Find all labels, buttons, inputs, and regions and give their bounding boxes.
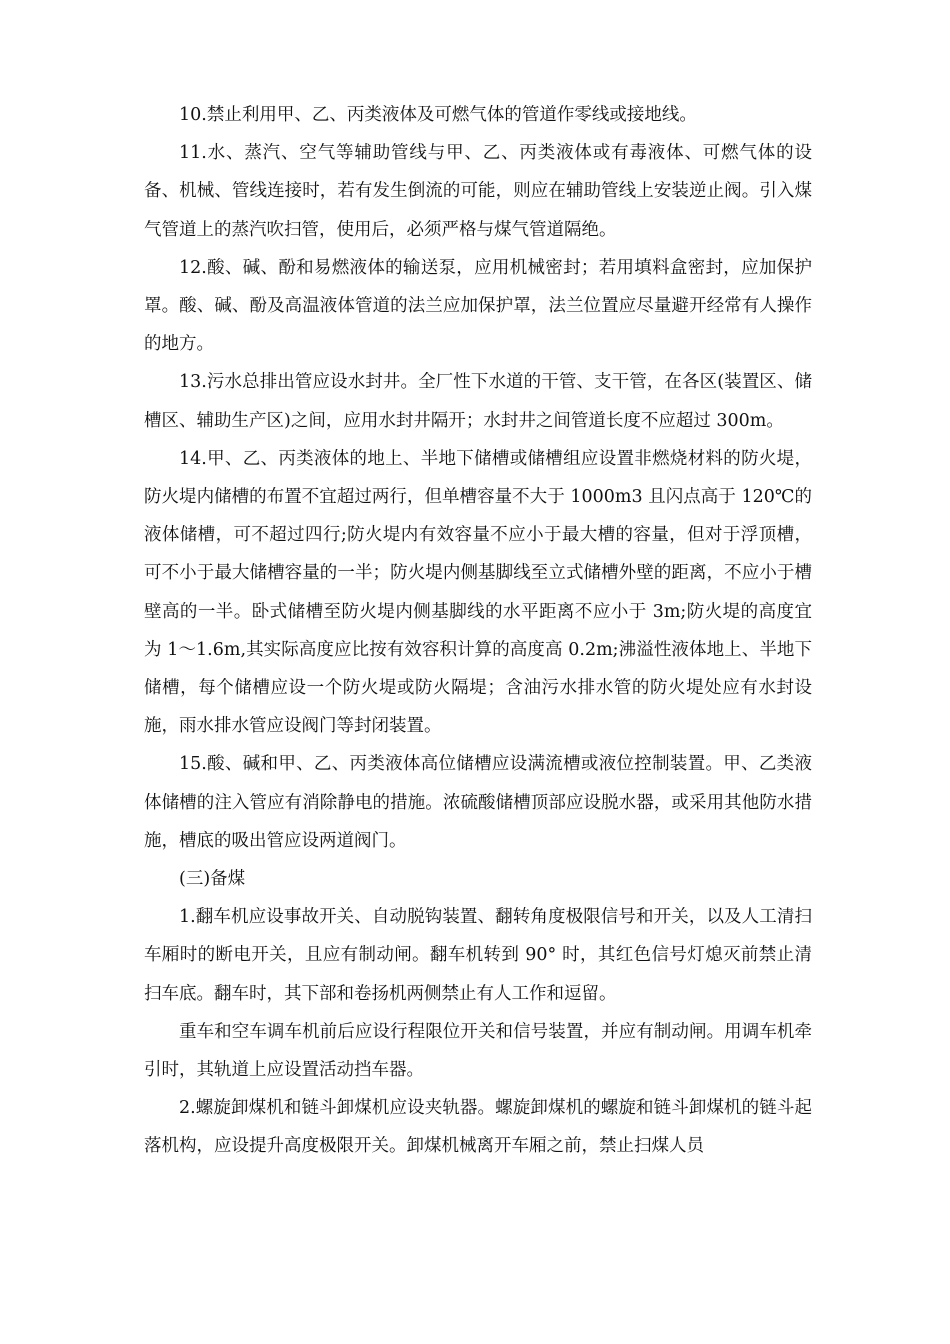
paragraph-10: 10.禁止利用甲、乙、丙类液体及可燃气体的管道作零线或接地线。 (179, 105, 697, 125)
paragraph-coal-1: 1.翻车机应设事故开关、自动脱钩装置、翻转角度极限信号和开关，以及人工清扫车厢时的断电开关，且应有制动闸。翻车机转到 90° 时，其红色信号灯熄灭前禁止清扫车底。翻车时，其下部和卷扬机两侧禁止有人工作和逗留。 (144, 907, 812, 1004)
paragraph-15: 15.酸、碱和甲、乙、丙类液体高位储槽应设满流槽或液位控制装置。甲、乙类液体储槽的注入管应有消除静电的措施。浓硫酸储槽顶部应设脱水器，或采用其他防水措施，槽底的吸出管应设两道阀门。 (144, 754, 812, 851)
paragraph-11: 11.水、蒸汽、空气等辅助管线与甲、乙、丙类液体或有毒液体、可燃气体的设备、机械、管线连接时，若有发生倒流的可能，则应在辅助管线上安装逆止阀。引入煤气管道上的蒸汽吹扫管，使用后，必须严格与煤气管道隔绝。 (144, 143, 812, 240)
paragraph-14: 14.甲、乙、丙类液体的地上、半地下储槽或储槽组应设置非燃烧材料的防火堤，防火堤内储槽的布置不宜超过两行，但单槽容量不大于 1000m3 且闪点高于 120℃的液体储槽，可不超过四行;防火堤内有效容量不应小于最大槽的容量，但对于浮顶槽，可不小于最大储槽容量的一半；防火堤内侧基脚线至立式储槽外壁的距离，不应小于槽壁高的一半。卧式储槽至防火堤内侧基脚线的水平距离不应小于 3m;防火堤的高度宜为 1～1.6m,其实际高度应比按有效容积计算的高度高 0.2m;沸溢性液体地上、半地下储槽，每个储槽应设一个防火堤或防火隔堤；含油污水排水管的防火堤处应有水封设施，雨水排水管应设阀门等封闭装置。 (144, 448, 812, 737)
paragraph-13: 13.污水总排出管应设水封井。全厂性下水道的干管、支干管，在各区(装置区、储槽区、辅助生产区)之间，应用水封井隔开；水封井之间管道长度不应超过 300m。 (144, 372, 812, 431)
paragraph-coal-2: 2.螺旋卸煤机和链斗卸煤机应设夹轨器。螺旋卸煤机的螺旋和链斗卸煤机的链斗起落机构，应设提升高度极限开关。卸煤机械离开车厢之前，禁止扫煤人员 (144, 1098, 812, 1157)
paragraph-12: 12.酸、碱、酚和易燃液体的输送泵，应用机械密封；若用填料盒密封，应加保护罩。酸、碱、酚及高温液体管道的法兰应加保护罩，法兰位置应尽量避开经常有人操作的地方。 (144, 257, 812, 355)
paragraph-shunting-machine: 重车和空车调车机前后应设行程限位开关和信号装置，并应有制动闸。用调车机牵引时，其轨道上应设置活动挡车器。 (144, 1021, 812, 1081)
section-heading-coal-preparation: (三)备煤 (179, 869, 246, 890)
document-body (144, 96, 812, 1166)
